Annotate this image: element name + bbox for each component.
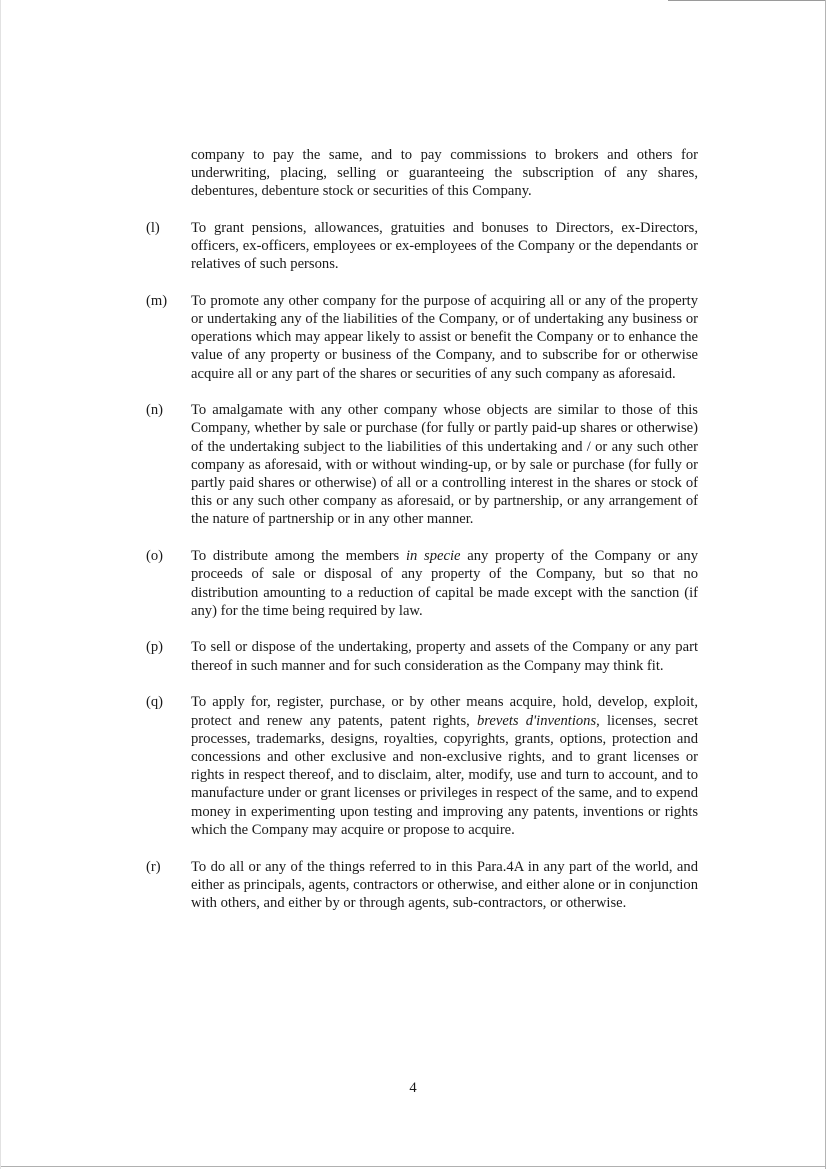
clause-text-part: , licenses, secret processes, trademarks, designs, royalties, copyrights, grants, options, protection and concessions and other exclusive and non-exclusive rights, and to grant licenses or rights in respect thereof, and to disclaim, alter, modify, use and turn to account, and to manufacture under or grant licenses or privileges in respect of the same, and to expend money in experimenting upon testing and improving any patents, inventions or rights which the Company may acquire or propose to acquire. (191, 712, 698, 838)
clause-label: (n) (146, 402, 164, 419)
scan-edge-bottom (0, 1166, 826, 1167)
clause-text: To promote any other company for the purpose of acquiring all or any of the property or undertaking any of the liabilities of the Company, or of undertaking any business or operations which may appear likely to assist or benefit the Company or to enhance the value of any property or business of the Company, and to subscribe for or otherwise acquire all or any part of the shares or securities of any such company as aforesaid. (191, 292, 698, 382)
clause-text (191, 693, 698, 839)
clause-r (146, 858, 698, 913)
clause-n (146, 401, 698, 528)
scan-edge-left (0, 0, 1, 1169)
clause-label: (m) (146, 292, 168, 309)
clause-q (146, 693, 698, 839)
clause-label: (r) (146, 858, 161, 875)
clause-text-part: To distribute among the members (191, 548, 406, 565)
clause-text: To sell or dispose of the undertaking, property and assets of the Company or any part thereof in such manner and for such consideration as the Company may think fit. (191, 639, 698, 674)
continued-paragraph: company to pay the same, and to pay commissions to brokers and others for underwriting, placing, selling or guaranteeing the subscription of any shares, debentures, debenture stock or securities of this Company. (191, 147, 698, 200)
document-body (146, 146, 698, 931)
clause-text-part: any property of the Company or any proceeds of sale or disposal of any property of the Company, but so that no distribution amounting to a reduction of capital be made except with the sanction (if any) for the time being required by law. (191, 548, 699, 619)
clause-label: (o) (146, 548, 164, 565)
clause-l (146, 219, 698, 274)
clause-label: (q) (146, 694, 164, 711)
clause-text: To amalgamate with any other company whose objects are similar to those of this Company, whether by sale or purchase (for fully or partly paid-up shares or otherwise) of the undertaking subject to the liabilities of this undertaking and / or any such other company as aforesaid, with or without winding-up, or by sale or purchase (for fully or partly paid shares or otherwise) of all or a controlling interest in the shares or stock of this or any such other company as aforesaid, or by partnership, or any arrangement of the nature of partnership or in any other manner. (191, 402, 698, 528)
clause-italic-term: in specie (405, 548, 461, 565)
clause-p (146, 638, 698, 674)
clause-text-part: To apply for, register, purchase, or by other means acquire, hold, develop, exploit, protect and renew any patents, patent rights, (191, 694, 698, 729)
scan-edge-top (668, 0, 826, 1)
clause-label: (p) (146, 639, 164, 656)
clause-label: (l) (146, 219, 160, 236)
clause-text: To do all or any of the things referred to in this Para.4A in any part of the world, and either as principals, agents, contractors or otherwise, and either alone or in conjunction with others, and either by or through agents, sub-contractors, or otherwise. (191, 858, 698, 911)
clause-italic-term: brevets d'inventions (476, 712, 597, 729)
clause-o (146, 547, 698, 620)
clause-text (191, 547, 698, 620)
clause-m (146, 292, 698, 383)
page-number: 4 (409, 1080, 417, 1096)
clause-text: To grant pensions, allowances, gratuities and bonuses to Directors, ex-Directors, officers, ex-officers, employees or ex-employees of the Company or the dependants or relatives of such persons. (191, 219, 698, 273)
